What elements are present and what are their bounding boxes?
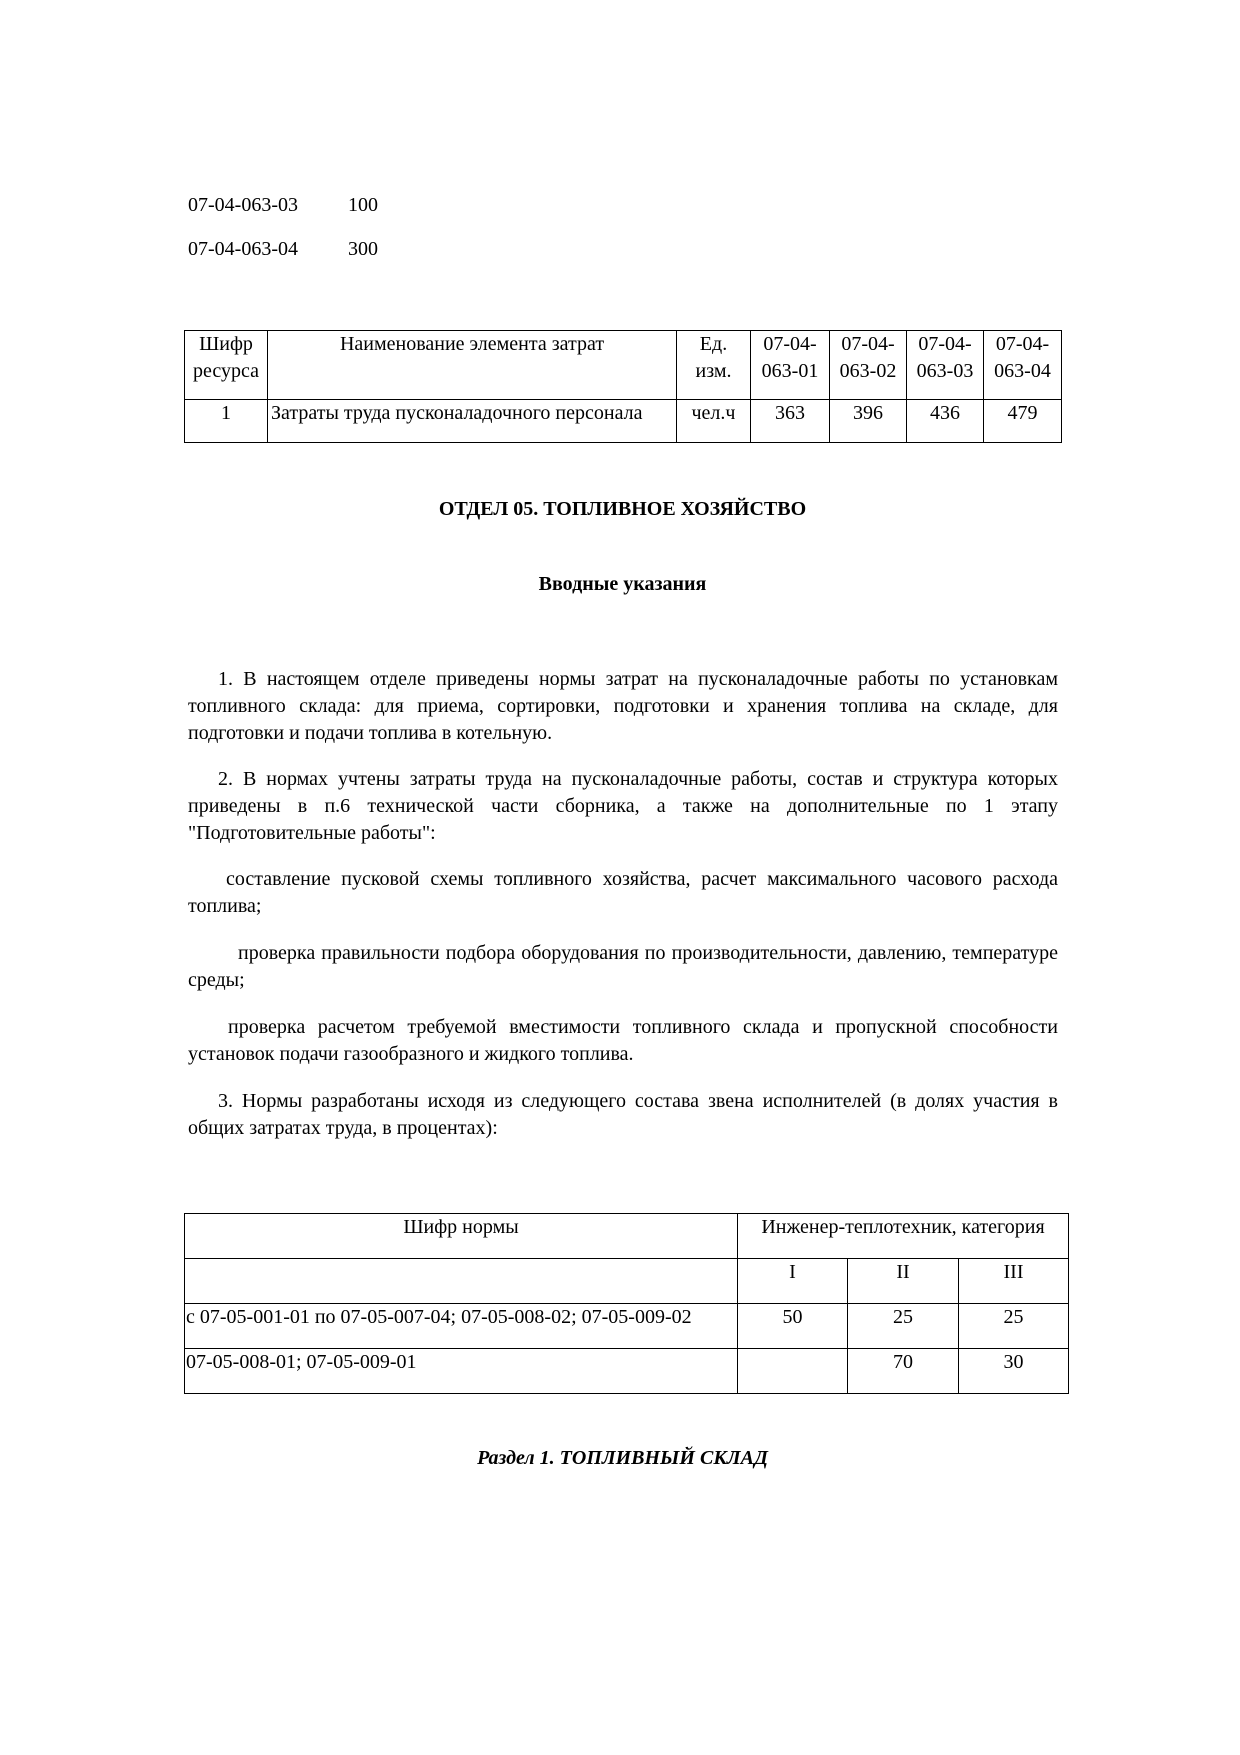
resource-cost-table [184,330,1062,443]
table-cell: чел.ч [677,400,751,443]
table-cell: 50 [738,1304,848,1349]
table-cell: 363 [751,400,830,443]
norm-code: 07-04-063-03 [188,194,298,216]
table-header-row [185,1214,1069,1259]
paragraph: 2. В нормах учтены затраты труда на пусконаладочные работы, состав и структура которых приведены в п.6 технической части сборника, а также на дополнительные по 1 этапу "Подготовительные работы": [188,768,1058,844]
header-cell: 07-04-063-03 [907,331,984,400]
header-cell: 07-04-063-02 [830,331,907,400]
table-row [185,1304,1069,1349]
header-cell: Ед. изм. [677,331,751,400]
table-cell: с 07-05-001-01 по 07-05-007-04; 07-05-008-02; 07-05-009-02 [185,1304,738,1349]
table-cell: 70 [848,1349,959,1394]
subtitle: Вводные указания [538,573,707,595]
header-cell: II [848,1259,959,1304]
paragraph: проверка правильности подбора оборудования по производительности, давлению, температуре среды; [188,942,1058,991]
paragraph: проверка расчетом требуемой вместимости топливного склада и пропускной способности установок подачи газообразного и жидкого топлива. [188,1016,1058,1065]
header-cell [185,1259,738,1304]
table-row [185,400,1062,443]
header-cell: 07-04-063-04 [984,331,1062,400]
paragraph: 3. Нормы разработаны исходя из следующего состава звена исполнителей (в долях участия в общих затратах труда, в процентах): [188,1090,1058,1139]
norm-value: 100 [348,194,378,216]
table-cell: 07-05-008-01; 07-05-009-01 [185,1349,738,1394]
table-cell: 479 [984,400,1062,443]
table-cell: 436 [907,400,984,443]
table-cell: 25 [959,1304,1069,1349]
norm-code: 07-04-063-04 [188,238,298,260]
norm-value: 300 [348,238,378,260]
paragraph: составление пусковой схемы топливного хозяйства, расчет максимального часового расхода топлива; [188,868,1058,917]
header-cell: Шифр ресурса [185,331,268,400]
table-cell: Затраты труда пусконаладочного персонала [268,400,677,443]
header-cell: III [959,1259,1069,1304]
header-cell: 07-04-063-01 [751,331,830,400]
table-cell: 396 [830,400,907,443]
header-cell: Наименование элемента затрат [268,331,677,400]
header-cell: I [738,1259,848,1304]
table-row [185,1349,1069,1394]
table-cell: 1 [185,400,268,443]
table-cell: 25 [848,1304,959,1349]
table-cell [738,1349,848,1394]
crew-composition-table [184,1213,1069,1394]
razdel-title: Раздел 1. ТОПЛИВНЫЙ СКЛАД [477,1447,768,1469]
table-header-row [185,331,1062,400]
section-title: ОТДЕЛ 05. ТОПЛИВНОЕ ХОЗЯЙСТВО [438,498,807,520]
table-header-row [185,1259,1069,1304]
header-cell: Инженер-теплотехник, категория [738,1214,1069,1259]
paragraph: 1. В настоящем отделе приведены нормы затрат на пусконаладочные работы по установкам топливного склада: для приема, сортировки, подготовки и хранения топлива на складе, для подготовки и подачи топлива в котельную. [188,668,1058,744]
header-line [188,236,378,263]
header-line [188,192,378,219]
header-cell: Шифр нормы [185,1214,738,1259]
table-cell: 30 [959,1349,1069,1394]
